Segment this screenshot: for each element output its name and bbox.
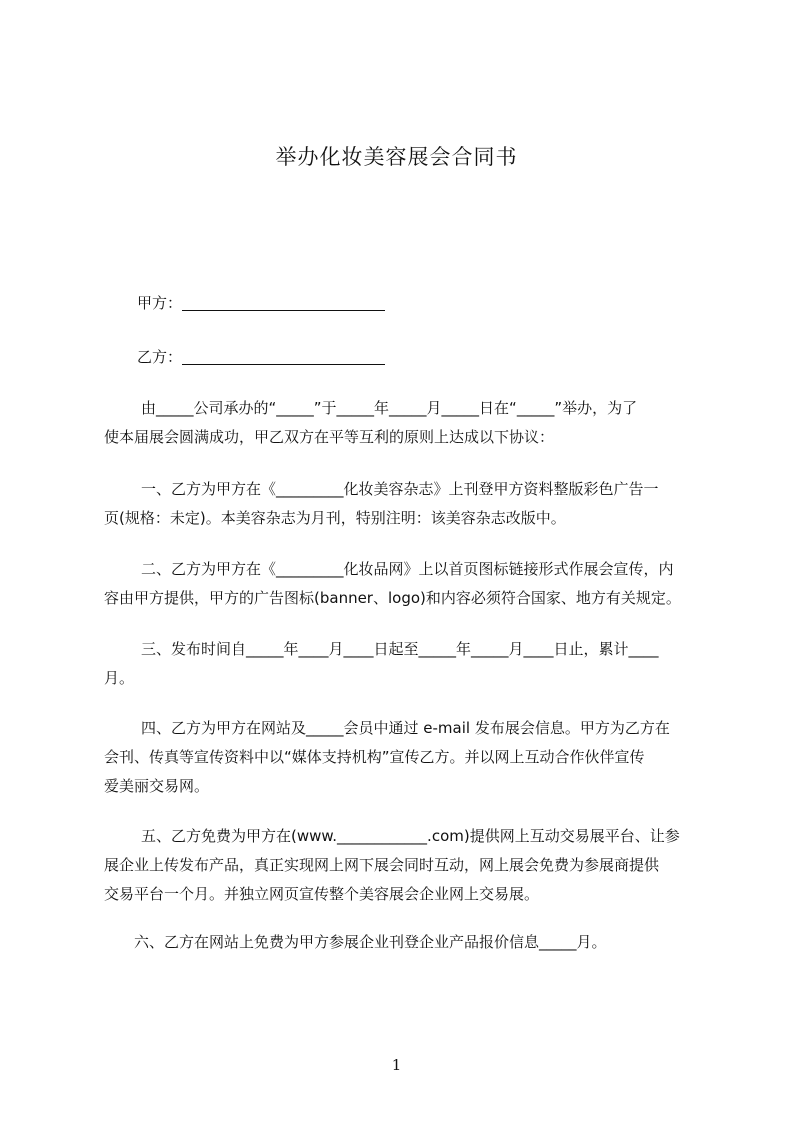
- intro-paragraph: [104, 394, 708, 452]
- clause-1-line-2: 页(规格：未定)。本美容杂志为月刊，特别注明：该美容杂志改版中。: [104, 509, 566, 527]
- clause-4-line-3: 爱美丽交易网。: [104, 777, 210, 795]
- clause-2-line-1: 二、乙方为甲方在《_________化妆品网》上以首页图标链接形式作展会宣传，内: [141, 560, 674, 578]
- intro-line-1: 由_____公司承办的“_____”于_____年_____月_____日在“_____”举办，为了: [141, 399, 638, 417]
- clause-5-line-3: 交易平台一个月。并独立网页宣传整个美容展会企业网上交易展。: [104, 885, 540, 903]
- party-a-blank: [182, 294, 385, 311]
- clause-3-line-2: 月。: [104, 669, 135, 687]
- clause-4-line-1: 四、乙方为甲方在网站及_____会员中通过 e-mail 发布展会信息。甲方为乙方在: [141, 719, 670, 737]
- intro-line-2: 使本届展会圆满成功，甲乙双方在平等互利的原则上达成以下协议：: [104, 428, 555, 446]
- clause-5-line-1: 五、乙方免费为甲方在(www.____________.com)提供网上互动交易展平台、让参: [141, 827, 680, 845]
- clause-2-paragraph: [104, 555, 708, 613]
- party-b-label: 乙方：: [137, 348, 183, 366]
- clause-2-line-2: 容由甲方提供，甲方的广告图标(banner、logo)和内容必须符合国家、地方有关规定。: [104, 589, 681, 607]
- clause-5-paragraph: [104, 822, 708, 909]
- clause-4-line-2: 会刊、传真等宣传资料中以“媒体支持机构”宣传乙方。并以网上互动合作伙伴宣传: [104, 748, 645, 766]
- clause-1-paragraph: [104, 475, 708, 533]
- party-a-line: [137, 292, 385, 313]
- page-number: 1: [391, 1056, 402, 1074]
- party-b-line: [137, 346, 385, 367]
- clause-6-line-1: 六、乙方在网站上免费为甲方参展企业刊登企业产品报价信息_____月。: [134, 933, 607, 951]
- clause-3-line-1: 三、发布时间自_____年____月____日起至_____年_____月____日止，累计____: [141, 640, 659, 658]
- party-b-blank: [182, 348, 385, 365]
- clause-6-paragraph: [104, 928, 708, 957]
- clause-1-line-1: 一、乙方为甲方在《_________化妆美容杂志》上刊登甲方资料整版彩色广告一: [141, 480, 659, 498]
- clause-4-paragraph: [104, 714, 708, 801]
- party-a-label: 甲方：: [137, 294, 183, 312]
- clause-3-paragraph: [104, 635, 708, 693]
- document-title: 举办化妆美容展会合同书: [275, 145, 518, 169]
- clause-5-line-2: 展企业上传发布产品，真正实现网上网下展会同时互动，网上展会免费为参展商提供: [104, 856, 660, 874]
